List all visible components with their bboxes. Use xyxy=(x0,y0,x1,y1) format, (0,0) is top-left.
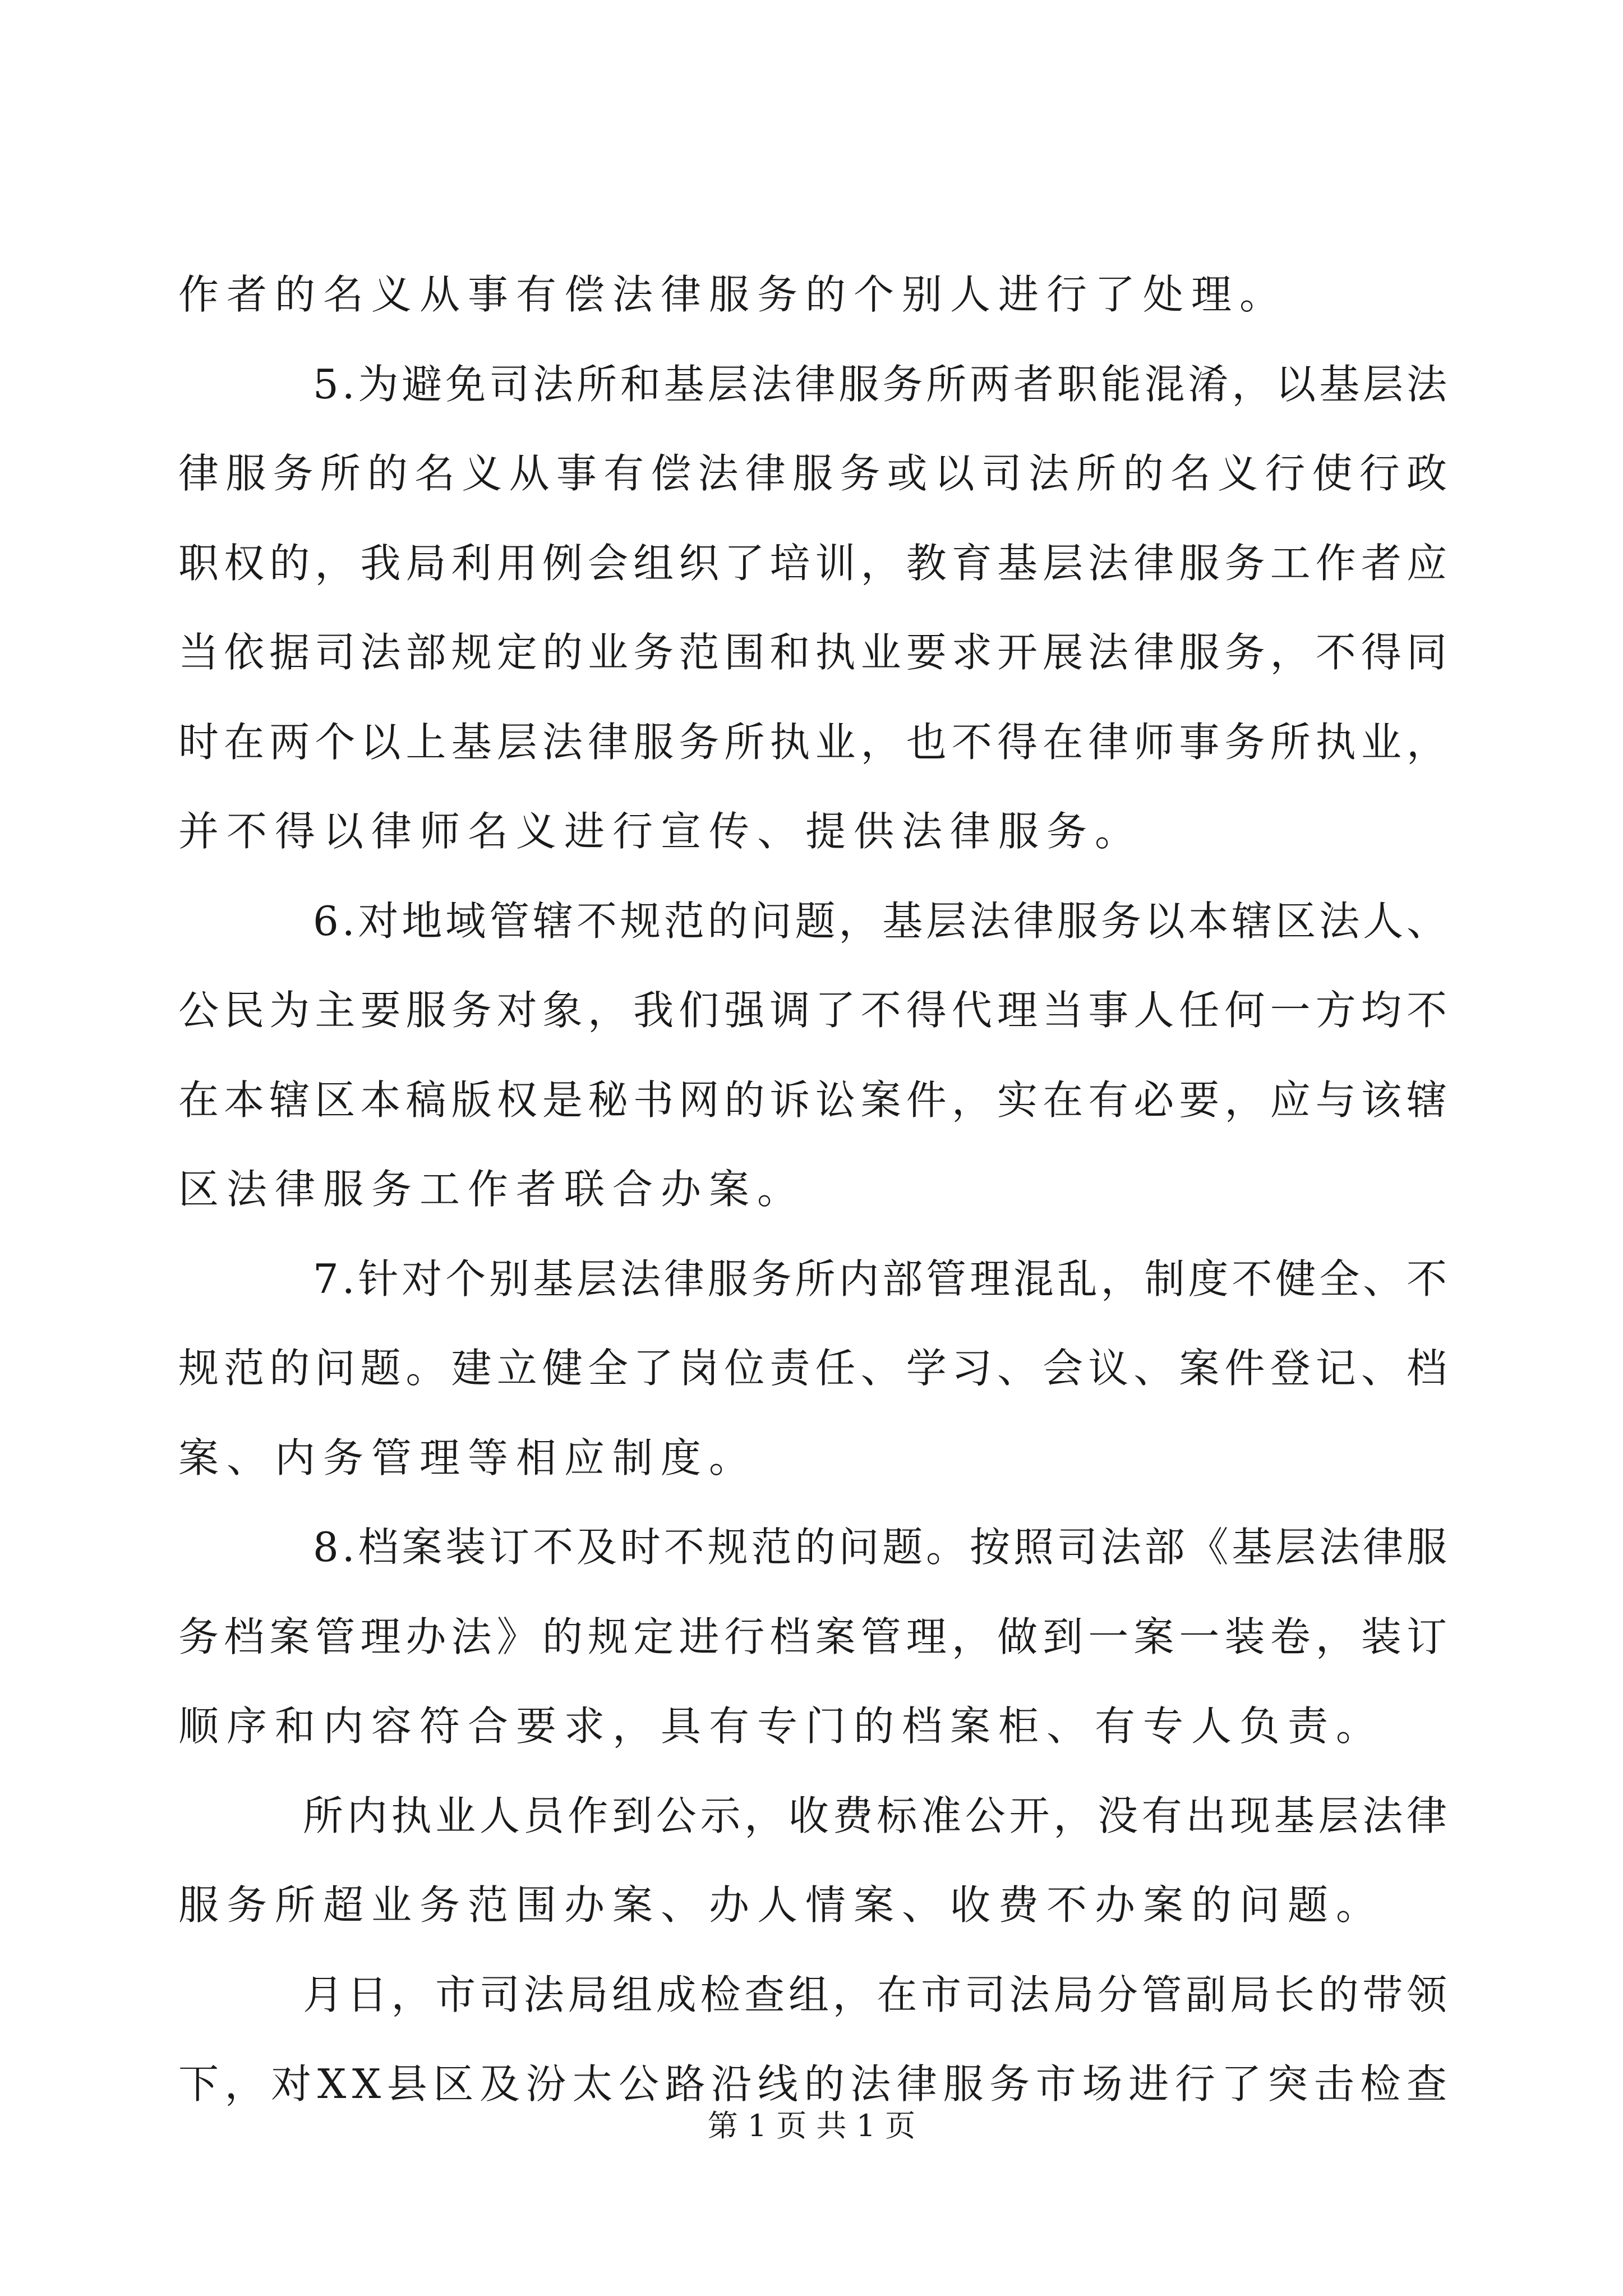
text-line-content: 7.针对个别基层法律服务所内部管理混乱，制度不健全、不 xyxy=(313,1255,1450,1303)
text-line xyxy=(0,876,1623,966)
text-line-content: 时在两个以上基层法律服务所执业，也不得在律师事务所执业， xyxy=(178,719,1453,766)
text-line xyxy=(0,1413,1623,1503)
text-line xyxy=(0,1771,1623,1861)
text-line xyxy=(0,1592,1623,1682)
text-line-content: 规范的问题。建立健全了岗位责任、学习、会议、案件登记、档 xyxy=(178,1345,1453,1392)
text-line xyxy=(0,339,1623,429)
text-line xyxy=(0,1055,1623,1145)
text-line xyxy=(0,1323,1623,1413)
text-line-content: 下，对XX县区及汾太公路沿线的法律服务市场进行了突击检查 xyxy=(178,2060,1453,2108)
text-line-content: 区法律服务工作者联合办案。 xyxy=(178,1166,806,1213)
text-line-content: 8.档案装订不及时不规范的问题。按照司法部《基层法律服 xyxy=(313,1524,1450,1571)
text-line xyxy=(0,786,1623,876)
text-line-content: 并不得以律师名义进行宣传、提供法律服务。 xyxy=(178,808,1144,855)
text-line-content: 当依据司法部规定的业务范围和执业要求开展法律服务，不得同 xyxy=(178,629,1453,676)
text-line xyxy=(0,965,1623,1055)
text-line-content: 案、内务管理等相应制度。 xyxy=(178,1434,758,1481)
text-line xyxy=(0,250,1623,339)
text-line-content: 顺序和内容符合要求，具有专门的档案柜、有专人负责。 xyxy=(178,1703,1385,1750)
text-line-content: 在本辖区本稿版权是秘书网的诉讼案件，实在有必要，应与该辖 xyxy=(178,1076,1453,1124)
text-line xyxy=(0,697,1623,787)
text-line xyxy=(0,1234,1623,1324)
text-line xyxy=(0,1681,1623,1771)
page-footer xyxy=(0,2101,1623,2151)
text-line xyxy=(0,429,1623,518)
text-line-content: 作者的名义从事有偿法律服务的个别人进行了处理。 xyxy=(178,271,1288,318)
text-line-content: 5.为避免司法所和基层法律服务所两者职能混淆，以基层法 xyxy=(313,361,1450,408)
text-line xyxy=(0,518,1623,608)
text-line xyxy=(0,1144,1623,1234)
page-number-label: 第 1 页 共 1 页 xyxy=(707,2108,916,2143)
text-line-content: 所内执业人员作到公示，收费标准公开，没有出现基层法律 xyxy=(303,1792,1451,1839)
text-line-content: 职权的，我局利用例会组织了培训，教育基层法律服务工作者应 xyxy=(178,540,1453,587)
text-line xyxy=(0,1950,1623,2040)
text-line-content: 月日，市司法局组成检查组，在市司法局分管副局长的带领 xyxy=(303,1971,1451,2018)
text-line xyxy=(0,1502,1623,1592)
text-line-content: 公民为主要服务对象，我们强调了不得代理当事人任何一方均不 xyxy=(178,987,1453,1034)
text-line xyxy=(0,608,1623,697)
text-line-content: 律服务所的名义从事有偿法律服务或以司法所的名义行使行政 xyxy=(178,450,1454,497)
text-line-content: 服务所超业务范围办案、办人情案、收费不办案的问题。 xyxy=(178,1881,1385,1929)
text-line xyxy=(0,1860,1623,1950)
text-line-content: 务档案管理办法》的规定进行档案管理，做到一案一装卷，装订 xyxy=(178,1613,1453,1660)
text-line-content: 6.对地域管辖不规范的问题，基层法律服务以本辖区法人、 xyxy=(313,898,1450,945)
